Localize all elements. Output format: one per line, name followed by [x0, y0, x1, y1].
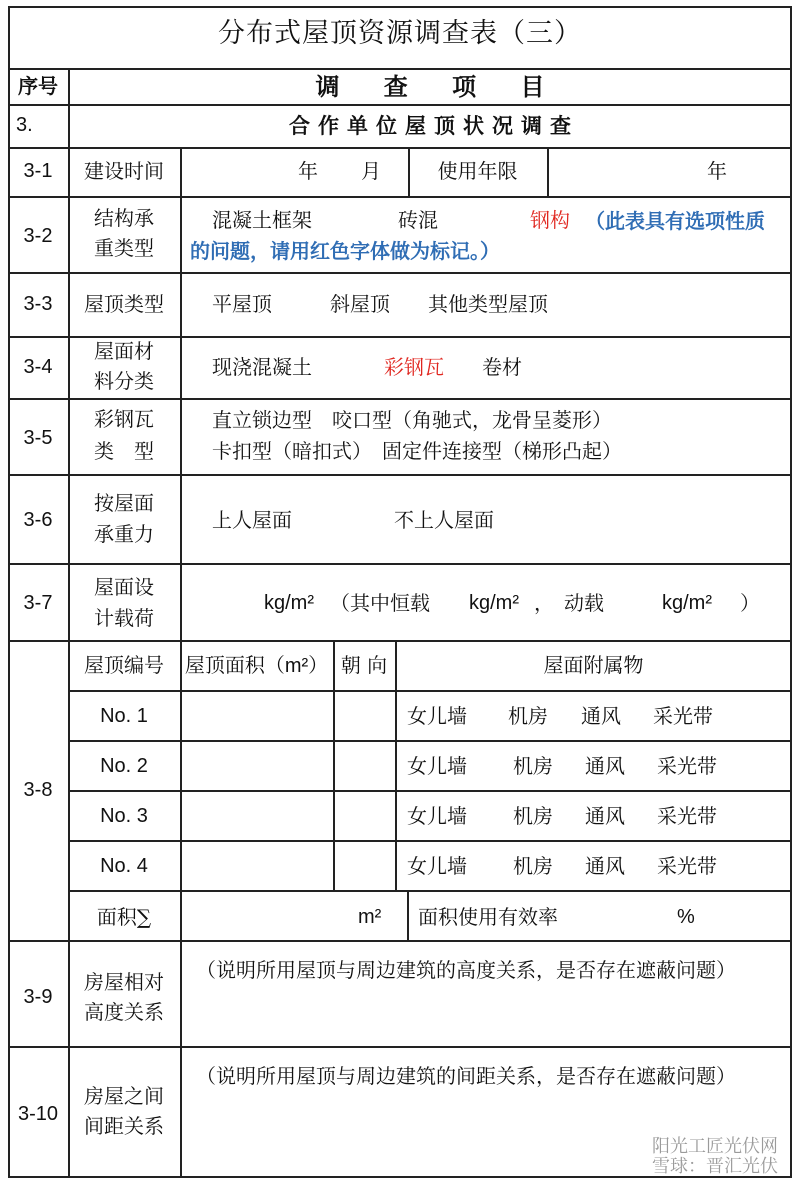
- attach-parapet[interactable]: 女儿墙: [407, 754, 467, 778]
- grid-line: [68, 890, 792, 892]
- row-label: 建设时间: [84, 159, 164, 183]
- attach-machine-room[interactable]: 机房: [513, 804, 553, 828]
- option-brick-concrete[interactable]: 砖混: [398, 208, 438, 232]
- col-roof-area: 屋顶面积（m²）: [184, 653, 329, 677]
- section-label: 合作单位屋顶状况调查: [289, 114, 579, 138]
- live-load-text: ， 动载: [534, 591, 604, 615]
- spacing-relation-note[interactable]: （说明所用屋顶与周边建筑的间距关系，是否存在遮蔽问题）: [196, 1064, 736, 1088]
- service-life-year-field[interactable]: 年: [707, 159, 727, 183]
- row-no: 3-9: [23, 986, 53, 1008]
- grid-line: [8, 147, 792, 149]
- tile-type-options-1[interactable]: 直立锁边型 咬口型（角驰式，龙骨呈菱形）: [212, 408, 612, 432]
- option-accessible-roof[interactable]: 上人屋面: [212, 508, 292, 532]
- row-no: 3-5: [23, 427, 53, 449]
- attach-ventilation[interactable]: 通风: [585, 854, 625, 878]
- option-other-roof[interactable]: 其他类型屋顶: [428, 292, 548, 316]
- row-label: 计载荷: [94, 606, 154, 630]
- attach-parapet[interactable]: 女儿墙: [407, 704, 467, 728]
- watermark: [652, 1137, 778, 1178]
- attach-parapet[interactable]: 女儿墙: [407, 804, 467, 828]
- section-no: 3.: [16, 114, 33, 136]
- col-orientation: 朝 向: [340, 653, 388, 677]
- row-label: 类 型: [94, 439, 154, 463]
- row-label: 屋面设: [94, 575, 154, 599]
- option-color-steel-tile[interactable]: 彩钢瓦: [384, 355, 444, 379]
- option-pitched-roof[interactable]: 斜屋顶: [330, 292, 390, 316]
- row-label: 房屋相对: [84, 970, 164, 994]
- attach-skylight[interactable]: 采光带: [657, 804, 717, 828]
- attach-skylight[interactable]: 采光带: [653, 704, 713, 728]
- grid-line: [8, 272, 792, 274]
- total-area-unit: m²: [358, 906, 382, 928]
- row-label: 彩钢瓦: [94, 407, 154, 431]
- grid-line: [68, 690, 792, 692]
- dead-load-unit: kg/m²: [469, 592, 519, 614]
- row-label: 料分类: [94, 369, 154, 393]
- row-label: 高度关系: [84, 1000, 164, 1024]
- row-label: 重类型: [94, 236, 154, 260]
- roof-number: No. 1: [100, 705, 148, 727]
- attach-machine-room[interactable]: 机房: [513, 754, 553, 778]
- row-label: 承重力: [94, 522, 154, 546]
- instruction-note: （此表具有选项性质的问题，请用红色字体做为标记。）: [190, 209, 765, 263]
- header-items: 调 查 项 目: [315, 73, 563, 101]
- row-label: 间距关系: [84, 1114, 164, 1138]
- grid-line: [8, 640, 792, 642]
- attach-skylight[interactable]: 采光带: [657, 754, 717, 778]
- watermark-line: 阳光工匠光伏网: [652, 1135, 778, 1157]
- row-label: 房屋之间: [84, 1084, 164, 1108]
- grid-line: [8, 398, 792, 400]
- row-label: 屋顶类型: [84, 292, 164, 316]
- grid-line: [68, 840, 792, 842]
- option-membrane[interactable]: 卷材: [482, 355, 522, 379]
- roof-number: No. 2: [100, 755, 148, 777]
- col-attachments: 屋面附属物: [543, 653, 644, 677]
- month-field[interactable]: 月: [361, 159, 381, 183]
- roof-number: No. 4: [100, 855, 148, 877]
- dead-load-text: （其中恒载: [330, 591, 430, 615]
- grid-line: [68, 790, 792, 792]
- attach-ventilation[interactable]: 通风: [585, 804, 625, 828]
- option-non-accessible-roof[interactable]: 不上人屋面: [394, 508, 494, 532]
- header-no: 序号: [18, 74, 58, 98]
- tile-type-options-2[interactable]: 卡扣型（暗扣式） 固定件连接型（梯形凸起）: [212, 439, 622, 463]
- total-area-label: 面积∑: [96, 905, 152, 929]
- attach-parapet[interactable]: 女儿墙: [407, 854, 467, 878]
- service-life-label: 使用年限: [437, 159, 518, 183]
- watermark-line: 雪球：晋汇光伏: [652, 1156, 778, 1178]
- row-no: 3-4: [23, 356, 53, 378]
- attach-skylight[interactable]: 采光带: [657, 854, 717, 878]
- option-flat-roof[interactable]: 平屋顶: [212, 292, 272, 316]
- efficiency-label: 面积使用有效率: [418, 905, 558, 929]
- close-paren: ）: [740, 591, 760, 615]
- roof-number: No. 3: [100, 805, 148, 827]
- col-roof-no: 屋顶编号: [84, 653, 164, 677]
- grid-line: [8, 196, 792, 198]
- year-field[interactable]: 年: [298, 159, 318, 183]
- row-no: 3-10: [17, 1103, 59, 1125]
- table-title: 分布式屋顶资源调查表（三）: [218, 18, 582, 49]
- row-no: 3-7: [23, 592, 53, 614]
- grid-line: [8, 1046, 792, 1048]
- grid-line: [8, 563, 792, 565]
- row-label: 结构承: [94, 206, 154, 230]
- grid-line: [547, 147, 549, 196]
- row-label: 屋面材: [94, 339, 154, 363]
- option-cast-concrete[interactable]: 现浇混凝土: [212, 355, 312, 379]
- row-no: 3-2: [23, 225, 53, 247]
- grid-line: [407, 890, 409, 940]
- grid-line: [68, 740, 792, 742]
- option-concrete-frame[interactable]: 混凝土框架: [212, 208, 312, 232]
- grid-line: [8, 474, 792, 476]
- row-no: 3-3: [23, 293, 53, 315]
- row-no: 3-8: [23, 779, 53, 801]
- option-steel-structure[interactable]: 钢构: [530, 208, 570, 232]
- live-load-unit: kg/m²: [662, 592, 712, 614]
- attach-ventilation[interactable]: 通风: [585, 754, 625, 778]
- grid-line: [8, 940, 792, 942]
- attach-machine-room[interactable]: 机房: [513, 854, 553, 878]
- row-no: 3-6: [23, 509, 53, 531]
- row-no: 3-1: [23, 160, 53, 182]
- efficiency-unit: %: [677, 906, 695, 928]
- attach-machine-room[interactable]: 机房: [508, 704, 548, 728]
- design-load-unit: kg/m²: [264, 592, 314, 614]
- row-label: 按屋面: [94, 491, 154, 515]
- attach-ventilation[interactable]: 通风: [581, 704, 621, 728]
- height-relation-note[interactable]: （说明所用屋顶与周边建筑的高度关系，是否存在遮蔽问题）: [196, 958, 736, 982]
